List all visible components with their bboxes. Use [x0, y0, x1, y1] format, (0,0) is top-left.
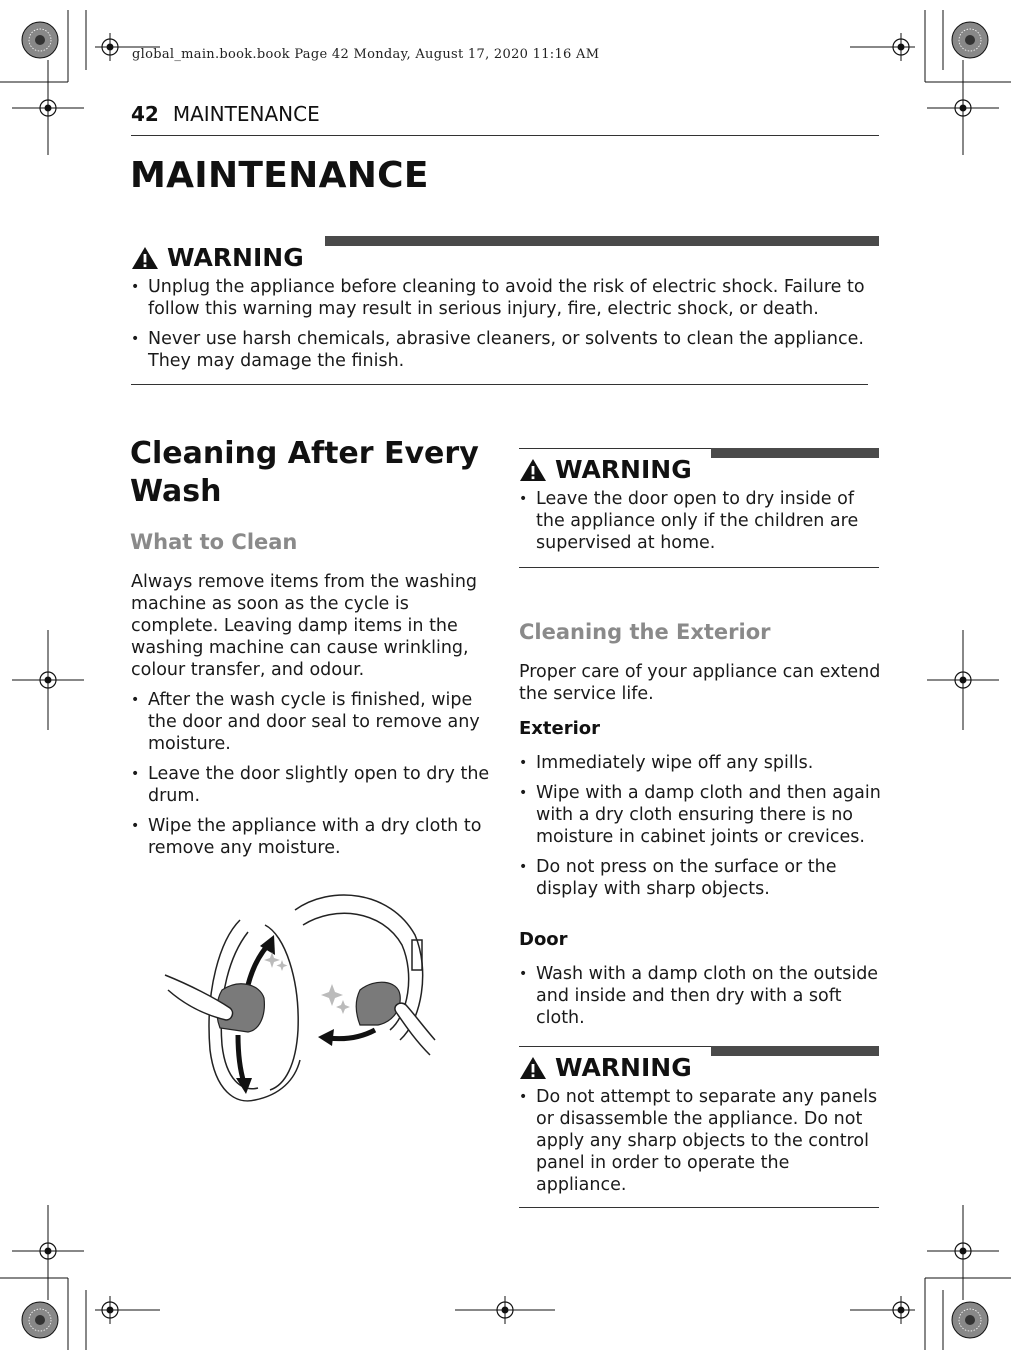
warning-heading — [131, 243, 304, 272]
cleaning-list — [131, 689, 491, 867]
warning-triangle-icon — [131, 246, 159, 270]
list-item: • After the wash cycle is finished, wipe the door and door seal to remove any moisture. — [131, 689, 491, 755]
list-item: • Wash with a damp cloth on the outside and inside and then dry with a soft cloth. — [519, 963, 881, 1029]
page-title: MAINTENANCE — [130, 155, 429, 196]
intro-paragraph: Proper care of your appliance can extend the service life. — [519, 662, 881, 704]
warning-label: WARNING — [167, 243, 304, 272]
warning-label: WARNING — [555, 1053, 692, 1082]
warning-end-rule — [519, 567, 879, 568]
warning-end-rule — [519, 1207, 879, 1208]
warning-end-rule — [131, 384, 868, 385]
warning-heading — [519, 455, 692, 484]
list-item: • Unplug the appliance before cleaning to avoid the risk of electric shock. Failure to follow this warning may result in serious injury, fire, electric shock, or death. — [131, 276, 879, 320]
warning-list — [519, 1086, 881, 1204]
header-rule — [131, 135, 879, 136]
running-section: MAINTENANCE — [172, 102, 320, 126]
list-item: • Leave the door open to dry inside of the appliance only if the children are supervised at home. — [519, 488, 879, 554]
list-item: • Leave the door slightly open to dry the drum. — [131, 763, 491, 807]
list-item: • Do not press on the surface or the display with sharp objects. — [519, 856, 881, 900]
list-item: • Immediately wipe off any spills. — [519, 752, 881, 774]
exterior-list — [519, 752, 881, 908]
warning-top-rule — [519, 448, 711, 449]
intro-paragraph: Always remove items from the washing machine as soon as the cycle is complete. Leaving damp items in the washing machine can cause wrinkling, colour transfer, and odour. — [131, 572, 478, 680]
warning-bar — [711, 448, 879, 458]
warning-label: WARNING — [555, 455, 692, 484]
subsection-heading: What to Clean — [130, 530, 298, 554]
warning-triangle-icon — [519, 458, 547, 482]
subsection-heading: Cleaning the Exterior — [519, 620, 771, 644]
warning-top-rule — [519, 1046, 711, 1047]
warning-triangle-icon — [519, 1056, 547, 1080]
warning-heading — [519, 1053, 692, 1082]
list-item: • Do not attempt to separate any panels or disassemble the appliance. Do not apply any sharp objects to the control panel in order to operate the appliance. — [519, 1086, 881, 1196]
door-list — [519, 963, 881, 1037]
list-item: • Wipe the appliance with a dry cloth to remove any moisture. — [131, 815, 491, 859]
page-number: 42 — [131, 102, 159, 126]
list-item: • Wipe with a damp cloth and then again with a dry cloth ensuring there is no moisture in cabinet joints or crevices. — [519, 782, 881, 848]
door-heading: Door — [519, 929, 568, 950]
section-heading: Cleaning After Every Wash — [130, 436, 479, 509]
list-item: • Never use harsh chemicals, abrasive cleaners, or solvents to clean the appliance. They may damage the finish. — [131, 328, 879, 372]
running-header — [131, 102, 320, 126]
print-slug: global_main.book.book Page 42 Monday, August 17, 2020 11:16 AM — [132, 47, 600, 62]
top-warning-list — [131, 276, 879, 380]
door-cleaning-illustration — [160, 880, 440, 1110]
warning-list — [519, 488, 879, 562]
exterior-heading: Exterior — [519, 718, 601, 739]
warning-bar — [711, 1046, 879, 1056]
warning-bar — [325, 236, 879, 246]
